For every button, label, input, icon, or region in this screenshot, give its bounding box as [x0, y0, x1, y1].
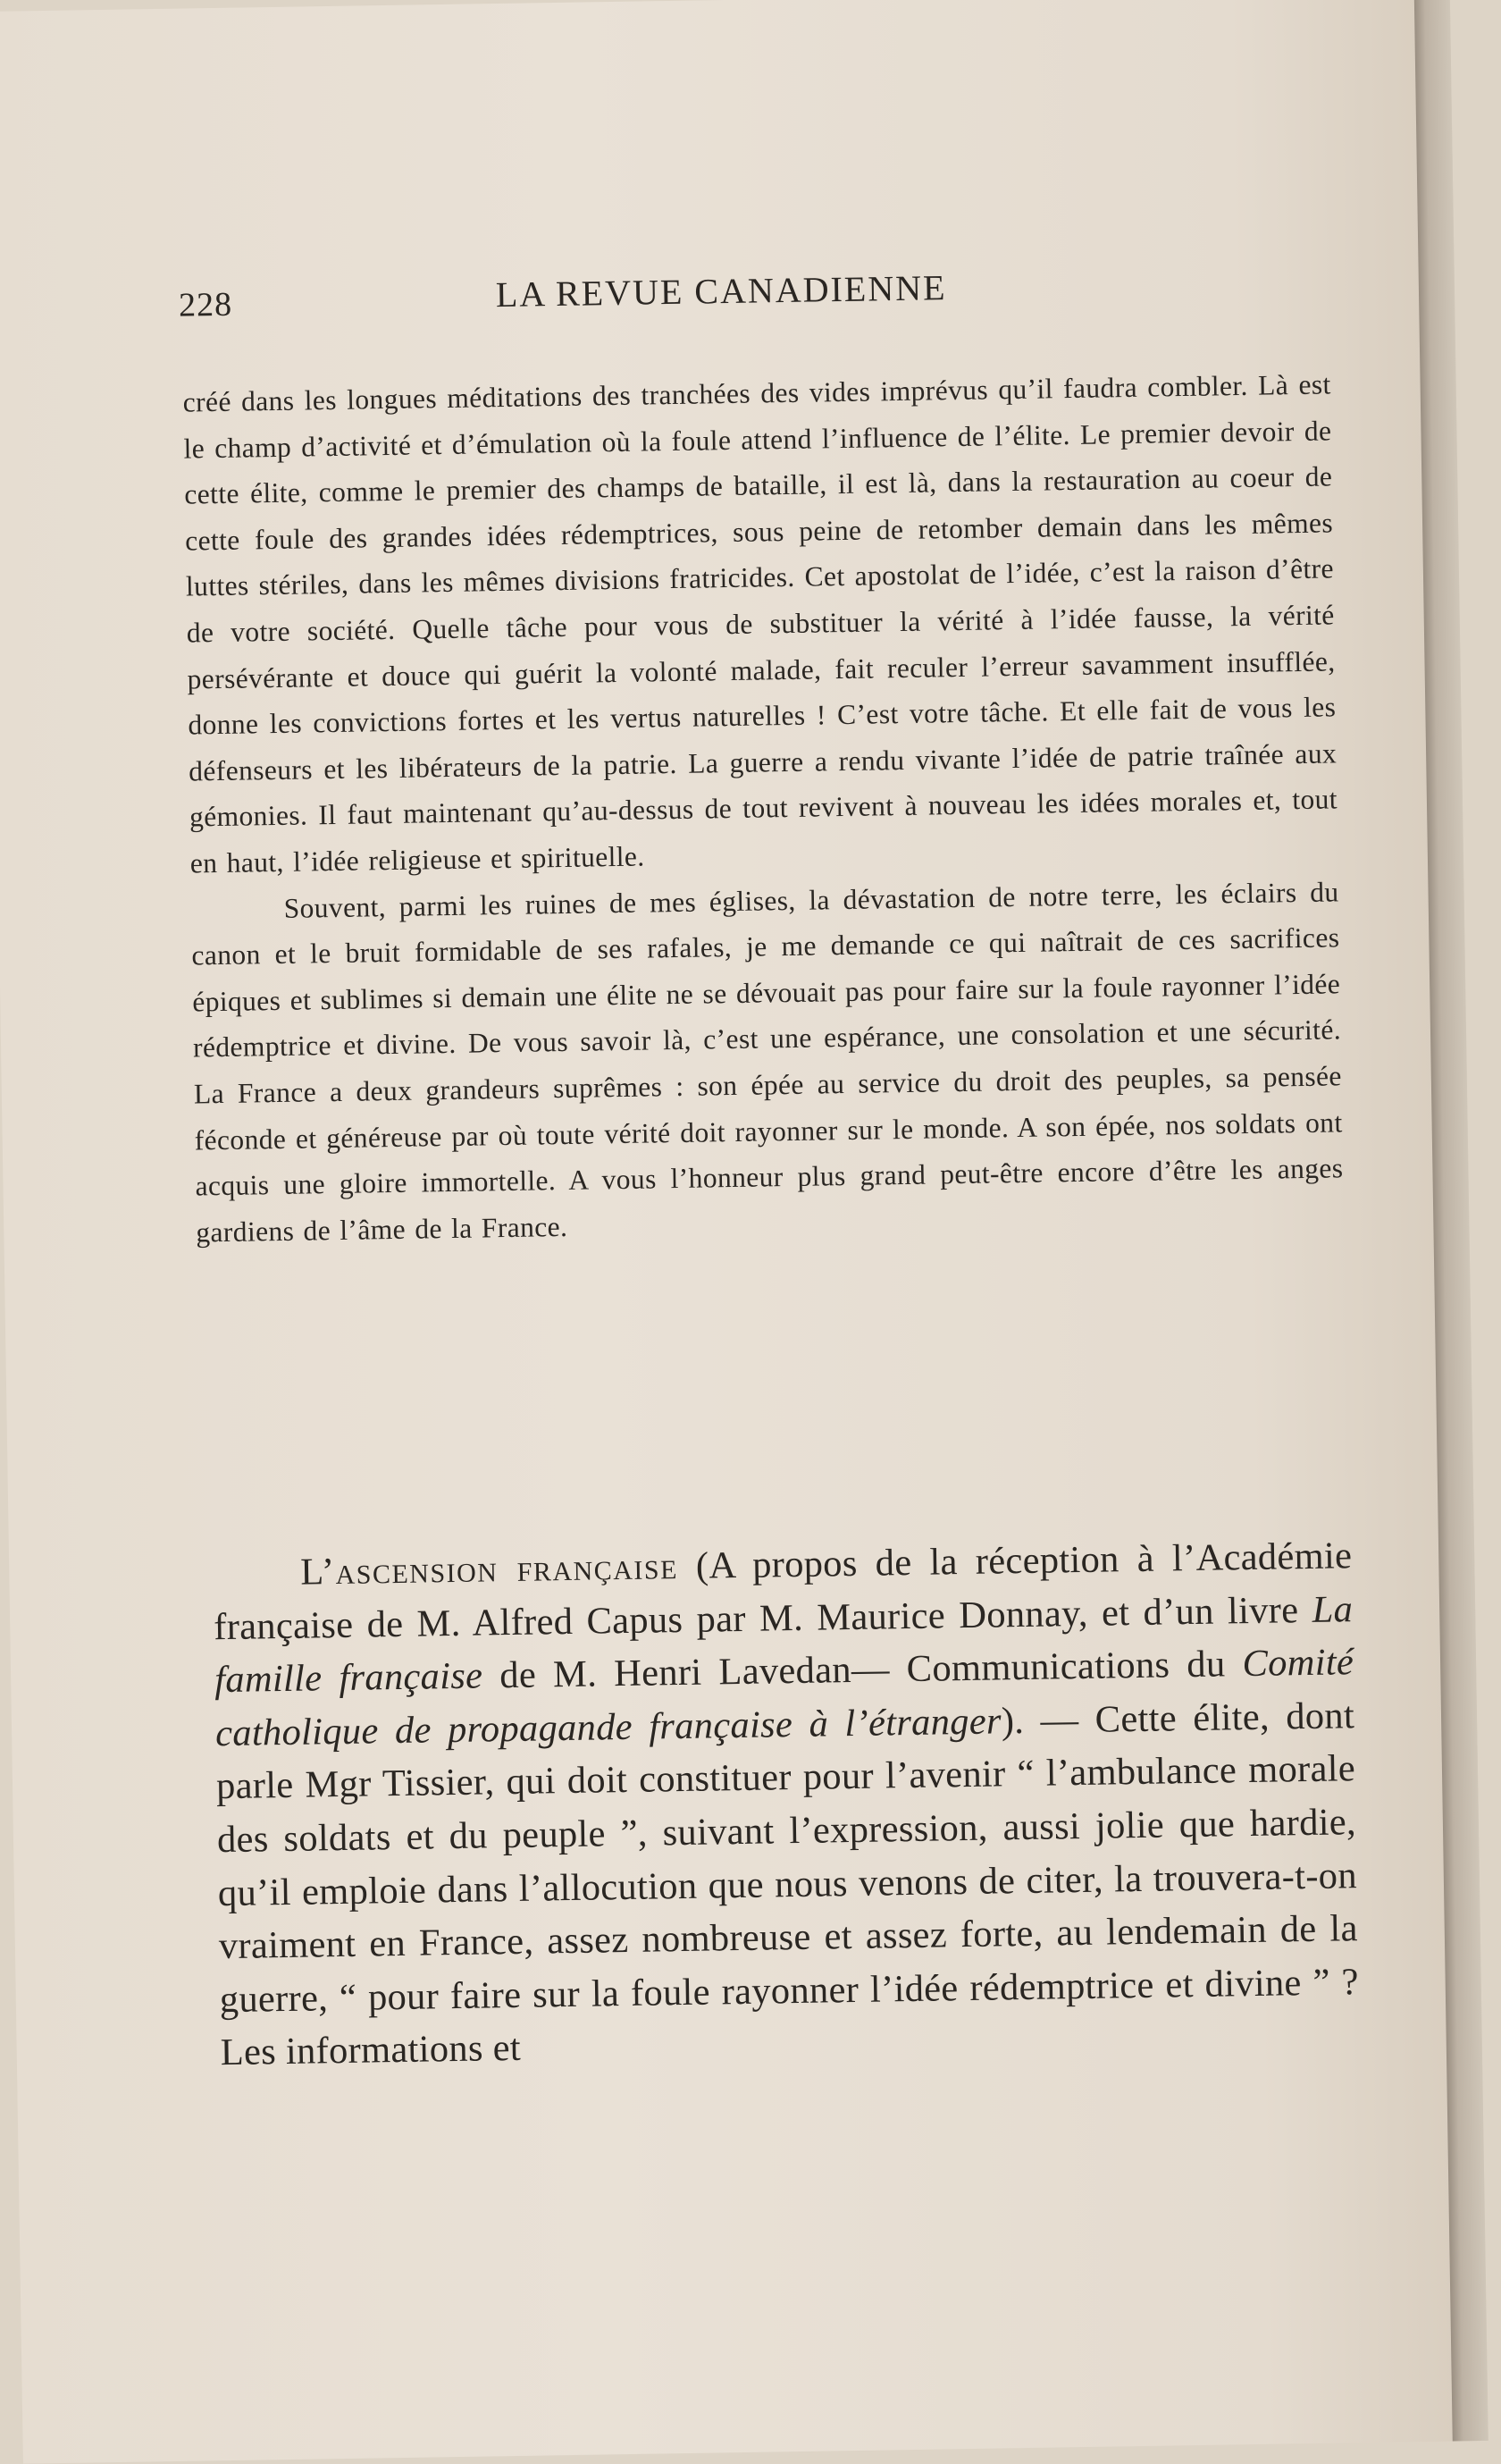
committee-name: Comité catholique de propagande française à l’étranger	[214, 1641, 1354, 1754]
section-title: L’ascension française	[299, 1545, 679, 1594]
section-intro-open: (A propos de la réception à l’Académie française de M. Alfred Capus par M. Maurice Donnay, et d’un livre	[213, 1535, 1353, 1648]
section-ascension-francaise	[213, 1529, 1360, 2080]
running-head: LA REVUE CANADIENNE	[495, 267, 947, 315]
section-text: — Cette élite, dont parle Mgr Tissier, qui doit constituer pour l’avenir “ l’ambulance morale des soldats et du peuple ”, suivant l’expression, aussi jolie que hardie, qu’il emploie dans l’allocution que nous venons de citer, la trouvera-t-on vraiment en France, assez nombreuse et assez forte, au lendemain de la guerre, “ pour faire sur la foule rayonner l’idée rédemptrice et divine ” ? Les informations et	[215, 1694, 1360, 2074]
section-paragraph	[213, 1529, 1360, 2080]
section-intro-mid: de M. Henri Lavedan— Communications du	[482, 1643, 1243, 1697]
continuation-paragraph: créé dans les longues méditations des tranchées des vides imprévus qu’il faudra combler. Là est le champ d’activité et d’émulation où la foule attend l’influence de l’élite. Le premier devoir de cette élite, comme le premier des champs de bataille, il est là, dans la restauration au coeur de cette foule des grandes idées rédemptrices, sous peine de retomber demain dans les mêmes luttes stériles, dans les mêmes divisions fratricides. Cet apostolat de l’idée, c’est la raison d’être de votre société. Quelle tâche pour vous de substituer la vérité à l’idée fausse, la vérité persévérante et douce qui guérit la volonté malade, fait reculer l’erreur savamment insufflée, donne les convictions fortes et les vertus naturelles ! C’est votre tâche. Et elle fait de vous les défenseurs et les libérateurs de la patrie. La guerre a rendu vivante l’idée de patrie traînée aux gémonies. Il faut maintenant qu’au-dessus de tout revivent à nouveau les idées morales et, tout en haut, l’idée religieuse et spirituelle.	[182, 368, 1338, 879]
page-number: 228	[178, 285, 233, 324]
section-intro-close: ).	[1001, 1699, 1025, 1743]
book-title: La famille française	[214, 1587, 1354, 1702]
article-body	[182, 361, 1344, 1255]
page-header	[179, 260, 1332, 328]
body-paragraph: Souvent, parmi les ruines de mes églises, la dévastation de notre terre, les éclairs du canon et le bruit formidable de ses rafales, je me demande ce qui naîtrait de ces sacrifices épiques et sublimes si demain une élite ne se dévouait pas pour faire sur la foule rayonner l’idée rédemptrice et divine. De vous savoir là, c’est une espérance, une consolation et une sécurité. La France a deux grandeurs suprêmes : son épée au service du droit des peuples, sa pensée féconde et généreuse par où toute vérité doit rayonner sur le monde. A son épée, nos soldats ont acquis une gloire immortelle. A vous l’honneur plus grand peut-être encore d’être les anges gardiens de l’âme de la France.	[191, 875, 1344, 1249]
page-edge	[1414, 0, 1488, 2442]
